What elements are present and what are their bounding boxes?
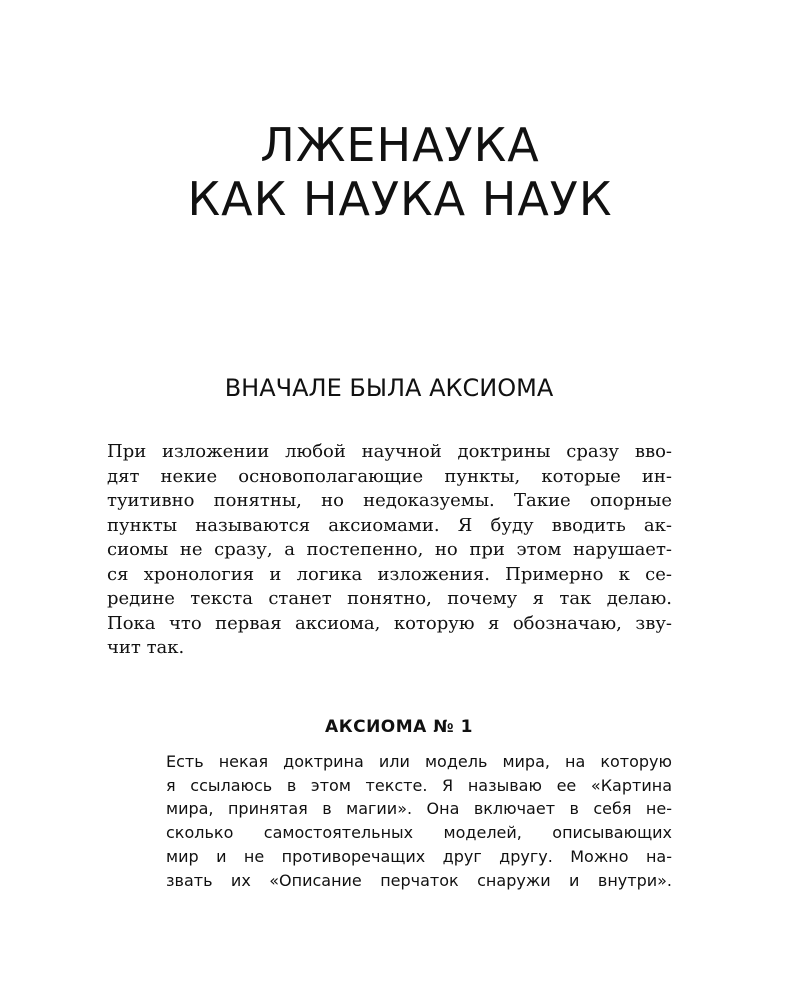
chapter-title [0, 118, 800, 226]
axiom-line: мир и не противоречащих друг другу. Можно на- [166, 846, 672, 866]
axiom-line: я ссылаюсь в этом тексте. Я называю ее «Картина [166, 775, 672, 795]
chapter-title-line-1: ЛЖЕНАУКА [260, 118, 540, 172]
paragraph-line: При изложении любой научной доктрины сразу вво- [107, 441, 672, 462]
section-heading: ВНАЧАЛЕ БЫЛА АКСИОМА [224, 374, 554, 402]
paragraph-line: Пока что первая аксиома, которую я обозначаю, зву- [107, 612, 672, 634]
axiom-line: мира, принятая в магии». Она включает в себя не- [166, 799, 672, 819]
section-paragraph [107, 440, 672, 661]
paragraph-line: чит так. [107, 637, 185, 658]
chapter-title-line-2: КАК НАУКА НАУК [187, 172, 613, 226]
paragraph-line: дят некие основополагающие пункты, которые ин- [107, 465, 672, 487]
axiom-heading: АКСИОМА № 1 [325, 717, 473, 737]
paragraph-line: редине текста станет понятно, почему я так делаю. [107, 588, 672, 609]
axiom-line: Есть некая доктрина или модель мира, на которую [166, 752, 672, 771]
axiom-paragraph [166, 750, 672, 892]
paragraph-line: туитивно понятны, но недоказуемы. Такие опорные [107, 490, 672, 511]
paragraph-line: пункты называются аксиомами. Я буду вводить ак- [107, 514, 672, 536]
paragraph-line: сиомы не сразу, а постепенно, но при этом нарушает- [107, 539, 672, 560]
axiom-line: сколько самостоятельных моделей, описывающих [166, 823, 672, 843]
axiom-line: звать их «Описание перчаток снаружи и внутри». [166, 870, 672, 890]
paragraph-line: ся хронология и логика изложения. Примерно к се- [107, 563, 672, 585]
